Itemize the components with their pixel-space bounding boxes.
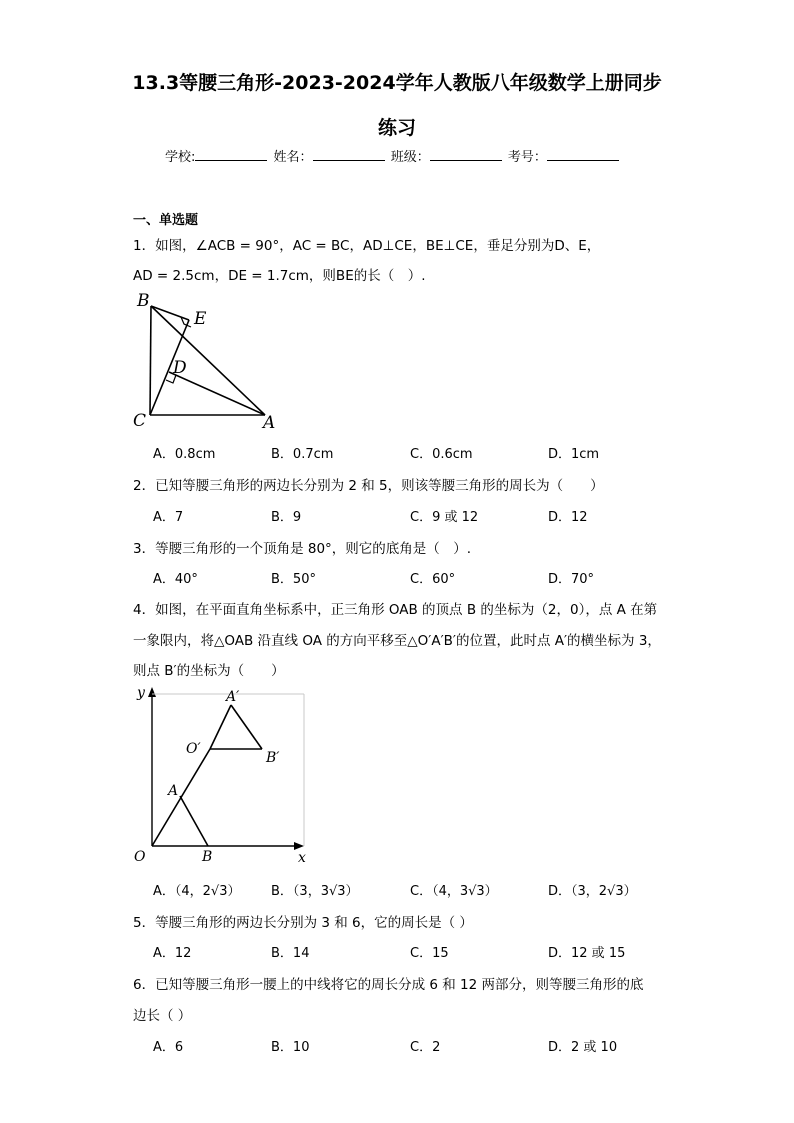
name-blank[interactable] <box>313 148 385 161</box>
q6-line-1: 6．已知等腰三角形一腰上的中线将它的周长分成 6 和 12 两部分，则等腰三角形的底 <box>133 977 644 993</box>
q4-figure <box>128 683 318 868</box>
school-label: 学校: <box>165 150 196 165</box>
q1-option-c[interactable]: C．0.6cm <box>410 447 473 462</box>
label-O: O <box>134 849 146 865</box>
section-heading: 一、单选题 <box>133 213 199 228</box>
exam-number-label: 考号： <box>507 150 547 165</box>
q5-option-c[interactable]: C．15 <box>410 946 449 961</box>
x-axis-arrow <box>294 842 304 850</box>
worksheet-title-continued: 练习 <box>377 117 416 139</box>
label-B: B <box>137 291 150 311</box>
label-B: B <box>202 849 213 865</box>
q2-option-c[interactable]: C．9 或 12 <box>410 510 479 525</box>
label-C: C <box>133 411 147 430</box>
school-blank[interactable] <box>195 148 267 161</box>
class-label: 班级： <box>390 150 430 165</box>
segment-O2A2 <box>210 705 231 749</box>
segment-BE <box>151 306 189 320</box>
q4-option-d[interactable]: D．（3，2√3） <box>548 884 637 899</box>
segment-AD <box>169 372 265 415</box>
q4-option-c[interactable]: C．（4，3√3） <box>410 884 498 899</box>
q6-option-d[interactable]: D．2 或 10 <box>548 1040 618 1055</box>
q3-option-d[interactable]: D．70° <box>548 572 595 587</box>
q4-line-2: 一象限内，将△OAB 沿直线 OA 的方向平移至△O′A′B′的位置，此时点 A′的横坐标为 3， <box>133 633 661 649</box>
q5-option-b[interactable]: B．14 <box>271 946 310 961</box>
label-y: y <box>137 685 145 701</box>
q2-line-1: 2．已知等腰三角形的两边长分别为 2 和 5，则该等腰三角形的周长为（ ） <box>133 478 604 494</box>
q3-option-b[interactable]: B．50° <box>271 572 316 587</box>
q6-option-b[interactable]: B．10 <box>271 1040 310 1055</box>
q1-option-a[interactable]: A．0.8cm <box>153 447 216 462</box>
label-A: A <box>263 413 276 430</box>
q1-option-b[interactable]: B．0.7cm <box>271 447 334 462</box>
label-O-prime: O′ <box>186 741 201 757</box>
q2-option-a[interactable]: A．7 <box>153 510 184 525</box>
label-D: D <box>173 358 187 378</box>
q1-option-d[interactable]: D．1cm <box>548 447 600 462</box>
q5-line-1: 5．等腰三角形的两边长分别为 3 和 6，它的周长是（ ） <box>133 915 473 931</box>
label-A-prime: A′ <box>226 689 240 705</box>
q4-option-b[interactable]: B．（3，3√3） <box>271 884 359 899</box>
q3-option-c[interactable]: C．60° <box>410 572 456 587</box>
q5-option-a[interactable]: A．12 <box>153 946 192 961</box>
q1-line-2: AD = 2.5cm，DE = 1.7cm，则BE的长（ ）. <box>133 268 426 284</box>
worksheet-title: 13.3等腰三角形-2023-2024学年人教版八年级数学上册同步 <box>132 72 662 94</box>
q4-option-a[interactable]: A．（4，2√3） <box>153 884 241 899</box>
y-axis-arrow <box>148 687 156 697</box>
name-label: 姓名： <box>273 150 313 165</box>
q6-line-2: 边长（ ） <box>133 1008 192 1024</box>
class-blank[interactable] <box>430 148 502 161</box>
label-B-prime: B′ <box>266 750 280 766</box>
q1-line-1: 1．如图，∠ACB = 90°，AC = BC，AD⊥CE，BE⊥CE，垂足分别为D、E， <box>133 238 601 254</box>
q2-option-d[interactable]: D．12 <box>548 510 588 525</box>
exam-number-blank[interactable] <box>547 148 619 161</box>
q4-line-1: 4．如图，在平面直角坐标系中，正三角形 OAB 的顶点 B 的坐标为（2，0），点 A 在第 <box>133 602 658 618</box>
segment-AB <box>180 796 208 846</box>
segment-A2B2 <box>231 705 262 749</box>
q6-option-a[interactable]: A．6 <box>153 1040 184 1055</box>
q3-option-a[interactable]: A．40° <box>153 572 198 587</box>
q1-figure <box>128 290 288 430</box>
label-A: A <box>168 783 179 799</box>
q2-option-b[interactable]: B．9 <box>271 510 302 525</box>
q5-option-d[interactable]: D．12 或 15 <box>548 946 626 961</box>
label-E: E <box>194 309 207 329</box>
student-info-row <box>165 146 621 165</box>
q6-option-c[interactable]: C．2 <box>410 1040 441 1055</box>
q4-line-3: 则点 B′的坐标为（ ） <box>133 663 285 679</box>
label-x: x <box>298 850 306 866</box>
segment-BA <box>151 306 265 415</box>
segment-BC <box>150 306 151 415</box>
q3-line-1: 3．等腰三角形的一个顶角是 80°，则它的底角是（ ）. <box>133 541 472 557</box>
